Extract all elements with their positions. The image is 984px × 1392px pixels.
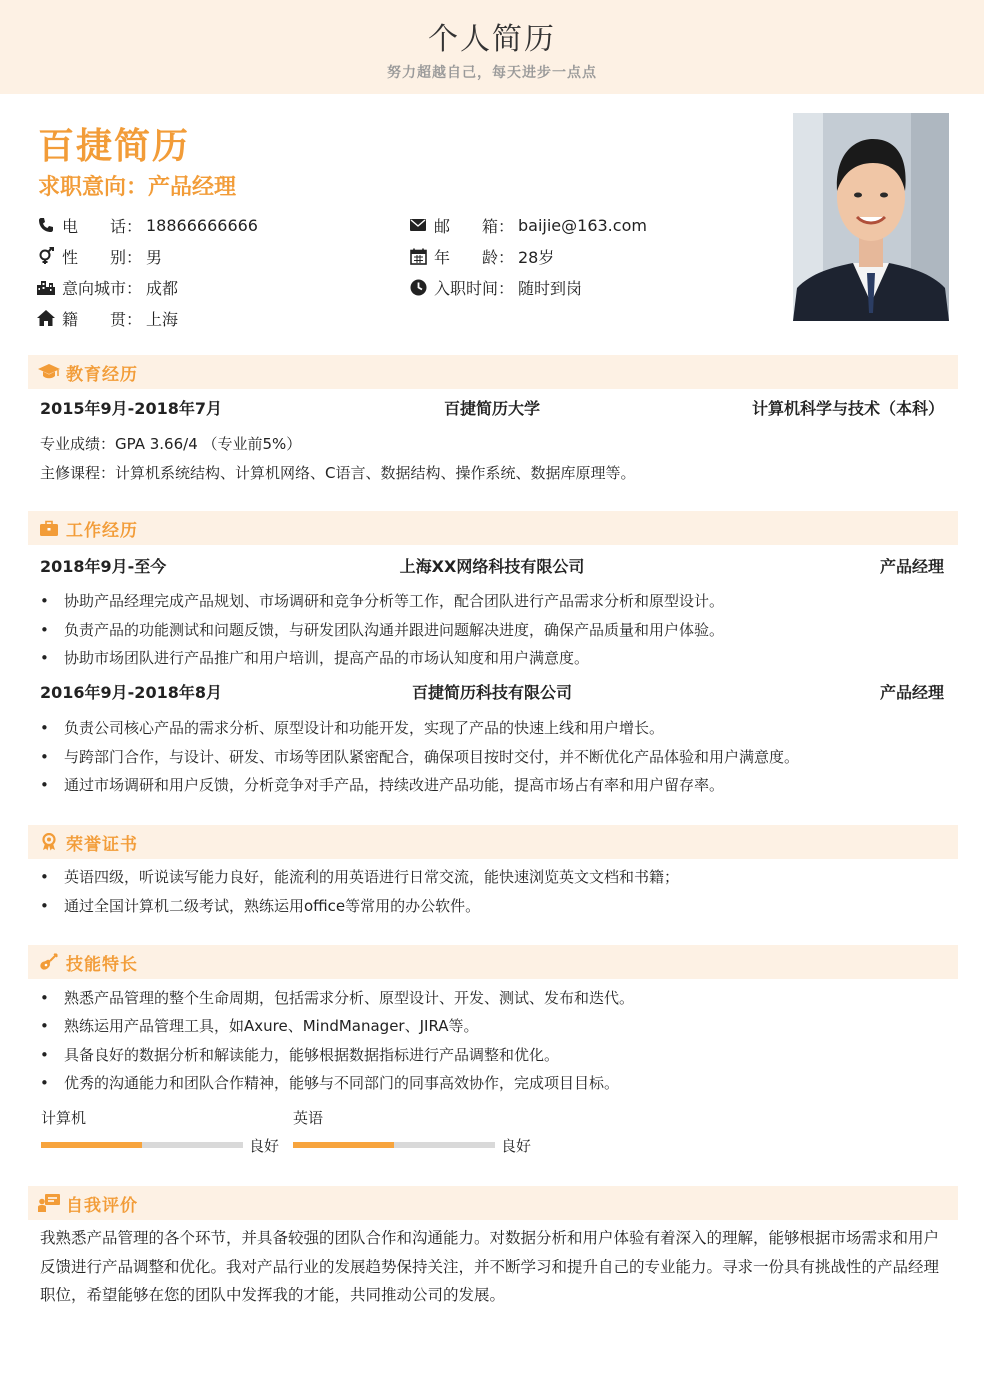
age-label: 年 龄： xyxy=(434,247,515,267)
education-school: 百捷简历大学 xyxy=(443,399,540,418)
email-value: baijie@163.com xyxy=(518,215,647,235)
resume-title: 个人简历 xyxy=(428,22,556,57)
job-company: 上海XX网络科技有限公司 xyxy=(399,557,585,576)
education-major: 计算机科学与技术（本科） xyxy=(751,399,944,418)
job-duty: 负责公司核心产品的需求分析、原型设计和功能开发，实现了产品的快速上线和用户增长。 xyxy=(64,719,665,737)
job-period: 2018年9月-至今 xyxy=(40,557,167,576)
email-label: 邮 箱： xyxy=(434,216,515,236)
home-icon xyxy=(36,309,56,327)
info-start xyxy=(408,276,582,298)
phone-label: 电 话： xyxy=(62,216,143,236)
list-item: • 协助产品经理完成产品规划、市场调研和竞争分析等工作，配合团队进行产品需求分析和原型设计。 xyxy=(40,592,725,610)
job-period: 2016年9月-2018年8月 xyxy=(40,683,222,702)
phone-value: 18866666666 xyxy=(146,215,258,235)
city-value: 成都 xyxy=(146,278,179,298)
skill-level-english: 良好 xyxy=(501,1137,532,1155)
info-age xyxy=(408,245,554,267)
education-courses: 主修课程：计算机系统结构、计算机网络、C语言、数据结构、操作系统、数据库原理等。 xyxy=(40,464,636,482)
skill-text: 熟悉产品管理的整个生命周期，包括需求分析、原型设计、开发、测试、发布和迭代。 xyxy=(64,989,635,1007)
job-company: 百捷简历科技有限公司 xyxy=(411,683,572,702)
origin-label: 籍 贯： xyxy=(62,309,143,329)
education-period: 2015年9月-2018年7月 xyxy=(40,399,222,418)
honor-text: 通过全国计算机二级考试，熟练运用office等常用的办公软件。 xyxy=(64,897,481,915)
origin-value: 上海 xyxy=(146,309,179,329)
start-value: 随时到岗 xyxy=(518,278,583,298)
list-item: • 熟练运用产品管理工具，如Axure、MindManager、JIRA等。 xyxy=(40,1017,479,1035)
section-title-honors: 荣誉证书 xyxy=(66,834,138,855)
skill-bar-label-computer: 计算机 xyxy=(41,1109,87,1127)
skill-bar-computer xyxy=(41,1142,243,1148)
profile-photo xyxy=(793,113,949,321)
age-value: 28岁 xyxy=(518,247,555,267)
candidate-name: 百捷简历 xyxy=(38,126,191,167)
clock-icon xyxy=(408,278,428,296)
section-title-work: 工作经历 xyxy=(66,520,138,541)
job-duty: 负责产品的功能测试和问题反馈，与研发团队沟通并跟进问题解决进度，确保产品质量和用户体验。 xyxy=(64,621,725,639)
self-evaluation-text: 我熟悉产品管理的各个环节，并具备较强的团队合作和沟通能力。对数据分析和用户体验有着深入的理解，能够根据市场需求和用户反馈进行产品调整和优化。我对产品行业的发展趋势保持关注，并不断学习和提升自己的专业能力。寻求一份具有挑战性的产品经理职位，希望能够在您的团队中发挥我的才能，共同推动公司的发展。 xyxy=(40,1229,940,1304)
list-item: • 负责公司核心产品的需求分析、原型设计和功能开发，实现了产品的快速上线和用户增长。 xyxy=(40,719,665,737)
skill-bar-fill xyxy=(41,1142,142,1148)
section-title-self-eval: 自我评价 xyxy=(66,1195,138,1216)
list-item: • 英语四级，听说读写能力良好，能流利的用英语进行日常交流，能快速浏览英文文档和书籍； xyxy=(40,868,680,886)
section-title-education: 教育经历 xyxy=(66,364,138,385)
graduation-cap-icon xyxy=(38,362,60,382)
list-item: • 优秀的沟通能力和团队合作精神，能够与不同部门的同事高效协作，完成项目目标。 xyxy=(40,1074,620,1092)
job-duty: 协助市场团队进行产品推广和用户培训，提高产品的市场认知度和用户满意度。 xyxy=(64,649,590,667)
phone-icon xyxy=(36,216,56,234)
education-row xyxy=(40,396,944,420)
job-duty: 与跨部门合作，与设计、研发、市场等团队紧密配合，确保项目按时交付，并不断优化产品体验和用户满意度。 xyxy=(64,748,800,766)
section-honors xyxy=(28,825,958,859)
info-city xyxy=(36,276,178,298)
section-work xyxy=(28,511,958,545)
gender-label: 性 别： xyxy=(62,247,143,267)
skill-text: 优秀的沟通能力和团队合作精神，能够与不同部门的同事高效协作，完成项目目标。 xyxy=(64,1074,620,1092)
job-row xyxy=(40,554,944,578)
section-title-skills: 技能特长 xyxy=(66,954,138,975)
honor-text: 英语四级，听说读写能力良好，能流利的用英语进行日常交流，能快速浏览英文文档和书籍； xyxy=(64,868,680,886)
info-origin xyxy=(36,307,178,329)
info-email xyxy=(408,214,647,236)
skill-bar-label-english: 英语 xyxy=(293,1109,324,1127)
city-icon xyxy=(36,278,56,296)
section-education xyxy=(28,355,958,389)
skill-text: 熟练运用产品管理工具，如Axure、MindManager、JIRA等。 xyxy=(64,1017,479,1035)
section-self-eval xyxy=(28,1186,958,1220)
section-skills xyxy=(28,945,958,979)
city-label: 意向城市： xyxy=(62,278,143,298)
job-row xyxy=(40,680,944,704)
resume-subtitle: 努力超越自己，每天进步一点点 xyxy=(387,65,597,81)
education-gpa: 专业成绩：GPA 3.66/4 （专业前5%） xyxy=(40,435,302,453)
job-role: 产品经理 xyxy=(879,557,944,576)
list-item: • 与跨部门合作，与设计、研发、市场等团队紧密配合，确保项目按时交付，并不断优化产品体验和用户满意度。 xyxy=(40,748,800,766)
presenter-icon xyxy=(38,1193,60,1213)
list-item: • 具备良好的数据分析和解读能力，能够根据数据指标进行产品调整和优化。 xyxy=(40,1046,560,1064)
award-icon xyxy=(38,832,60,852)
job-duty: 通过市场调研和用户反馈，分析竞争对手产品，持续改进产品功能，提高市场占有率和用户留存率。 xyxy=(64,776,725,794)
skill-text: 具备良好的数据分析和解读能力，能够根据数据指标进行产品调整和优化。 xyxy=(64,1046,560,1064)
gender-icon xyxy=(36,247,56,265)
skill-bar-english xyxy=(293,1142,495,1148)
list-item: • 通过市场调研和用户反馈，分析竞争对手产品，持续改进产品功能，提高市场占有率和用户留存率。 xyxy=(40,776,725,794)
skill-bar-fill xyxy=(293,1142,394,1148)
start-label: 入职时间： xyxy=(434,278,515,298)
calendar-icon xyxy=(408,247,428,265)
job-duty: 协助产品经理完成产品规划、市场调研和竞争分析等工作，配合团队进行产品需求分析和原型设计。 xyxy=(64,592,725,610)
gender-value: 男 xyxy=(146,247,163,267)
top-banner xyxy=(0,0,984,94)
guitar-icon xyxy=(38,952,60,972)
envelope-icon xyxy=(408,216,428,234)
skill-level-computer: 良好 xyxy=(249,1137,280,1155)
info-gender xyxy=(36,245,162,267)
list-item: • 协助市场团队进行产品推广和用户培训，提高产品的市场认知度和用户满意度。 xyxy=(40,649,590,667)
job-role: 产品经理 xyxy=(879,683,944,702)
list-item: • 负责产品的功能测试和问题反馈，与研发团队沟通并跟进问题解决进度，确保产品质量和用户体验。 xyxy=(40,621,725,639)
info-phone xyxy=(36,214,258,236)
job-intent: 求职意向：产品经理 xyxy=(38,175,237,200)
list-item: • 熟悉产品管理的整个生命周期，包括需求分析、原型设计、开发、测试、发布和迭代。 xyxy=(40,989,635,1007)
list-item: • 通过全国计算机二级考试，熟练运用office等常用的办公软件。 xyxy=(40,897,481,915)
briefcase-icon xyxy=(38,518,60,538)
